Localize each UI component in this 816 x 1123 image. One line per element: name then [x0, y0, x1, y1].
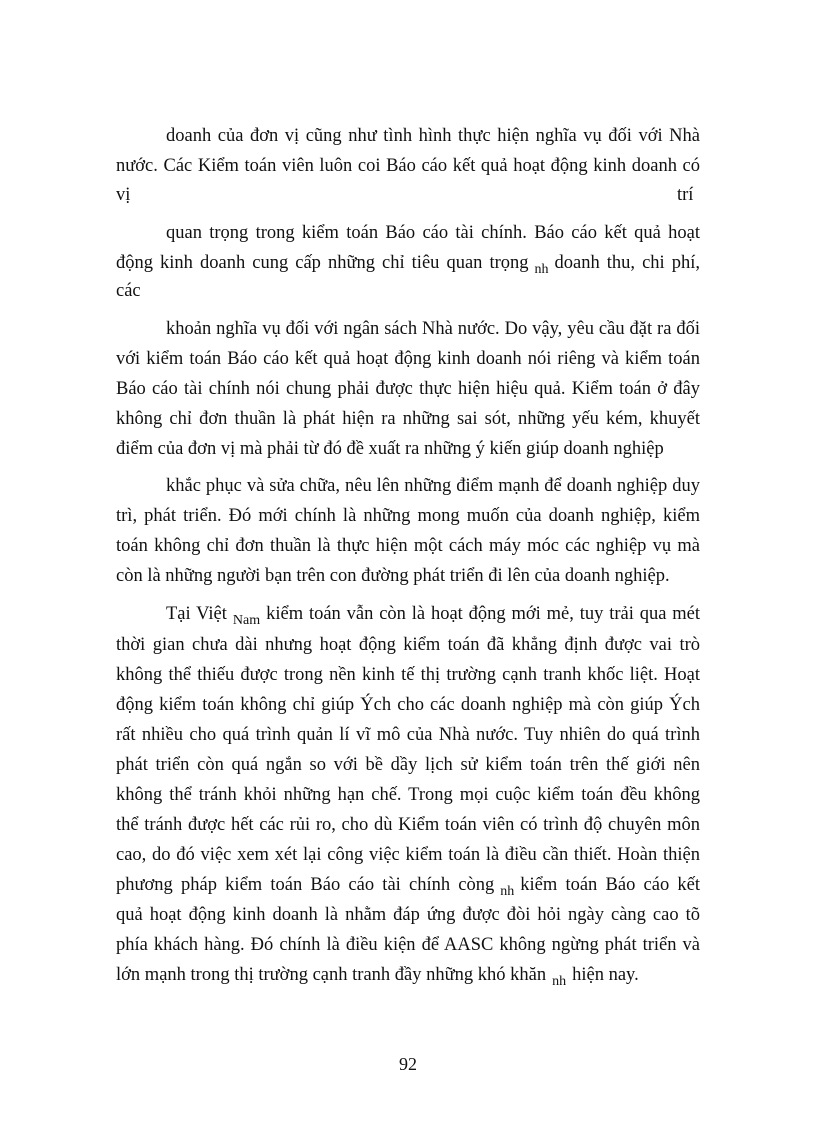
text-line: thể tránh được hết các rủi ro, cho dù Kiểm toán viên có trình độ chuyên môn	[116, 815, 700, 835]
text-line: không thể thiếu được trong nền kinh tế thị trường cạnh tranh khốc liệt. Hoạt	[116, 665, 700, 685]
text-fragment-left: các	[116, 281, 141, 301]
text-line: trì, phát triển. Đó mới chính là những mong muốn của doanh nghiệp, kiểm	[116, 506, 700, 526]
text-line-with-subscript	[116, 251, 700, 275]
text-line: với kiểm toán Báo cáo kết quả hoạt động kinh doanh nói riêng và kiểm toán	[116, 349, 700, 369]
subscript-text: nh	[534, 262, 549, 275]
text-line: rất nhiều cho quá trình quản lí vĩ mô của Nhà nước. Tuy nhiên do quá trình	[116, 725, 700, 745]
text-line: nước. Các Kiểm toán viên luôn coi Báo cáo kết quả hoạt động kinh doanh có	[116, 156, 700, 176]
text-line-with-subscript	[116, 873, 700, 897]
text-segment: phương pháp kiểm toán Báo cáo tài chính còng	[116, 875, 495, 895]
subscript-text: nh	[500, 884, 515, 897]
text-line: thời gian chưa dài nhưng hoạt động kiểm toán đã khẳng định được vai trò	[116, 635, 700, 655]
text-segment: Tại Việt	[166, 604, 227, 624]
page-number: 92	[399, 1054, 417, 1074]
text-line: phát triển còn quá ngắn so với bề dầy lịch sử kiểm toán trên thế giới nên	[116, 755, 700, 775]
text-line: Báo cáo tài chính nói chung phải được thực hiện hiệu quả. Kiểm toán ở đây	[116, 379, 700, 399]
text-line: khoản nghĩa vụ đối với ngân sách Nhà nước. Do vậy, yêu cầu đặt ra đối	[166, 319, 700, 339]
text-line: quan trọng trong kiểm toán Báo cáo tài chính. Báo cáo kết quả hoạt	[166, 223, 700, 243]
text-line: động kiểm toán không chỉ giúp Ých cho các doanh nghiệp mà còn giúp Ých	[116, 695, 700, 715]
subscript-text: Nam	[232, 613, 261, 626]
text-segment: doanh thu, chi phí,	[554, 253, 700, 273]
text-segment: lớn mạnh trong thị trường cạnh tranh đầy những khó khăn	[116, 965, 547, 985]
text-line: cao, do đó việc xem xét lại công việc kiểm toán là điều cần thiết. Hoàn thiện	[116, 845, 700, 865]
text-segment: động kinh doanh cung cấp những chỉ tiêu quan trọng	[116, 253, 529, 273]
text-line: doanh của đơn vị cũng như tình hình thực hiện nghĩa vụ đối với Nhà	[166, 126, 700, 146]
text-line-with-subscript	[116, 963, 700, 987]
text-line: quả hoạt động kinh doanh là nhằm đáp ứng được đòi hỏi ngày càng cao tõ	[116, 905, 700, 925]
subscript-text: nh	[552, 974, 567, 987]
text-line: còn là những người bạn trên con đường phát triển đi lên của doanh nghiệp.	[116, 566, 670, 586]
text-fragment-right: trí	[677, 185, 694, 205]
text-line: khắc phục và sửa chữa, nêu lên những điểm mạnh để doanh nghiệp duy	[166, 476, 700, 496]
text-line: không thể tránh khỏi những hạn chế. Trong mọi cuộc kiểm toán đều không	[116, 785, 700, 805]
text-line-with-subscript	[166, 602, 700, 626]
text-segment: hiện nay.	[572, 965, 639, 985]
text-line: toán không chỉ đơn thuần là thực hiện một cách máy móc các nghiệp vụ mà	[116, 536, 700, 556]
text-line: không chỉ đơn thuần là phát hiện ra những sai sót, những yếu kém, khuyết	[116, 409, 700, 429]
text-segment: kiểm toán vẫn còn là hoạt động mới mẻ, tuy trải qua mét	[266, 604, 700, 624]
text-line: phía khách hàng. Đó chính là điều kiện để AASC không ngừng phát triển và	[116, 935, 700, 955]
text-line: điểm của đơn vị mà phải từ đó đề xuất ra những ý kiến giúp doanh nghiệp	[116, 439, 664, 459]
text-fragment-left: vị	[116, 185, 131, 205]
text-segment: kiểm toán Báo cáo kết	[520, 875, 700, 895]
